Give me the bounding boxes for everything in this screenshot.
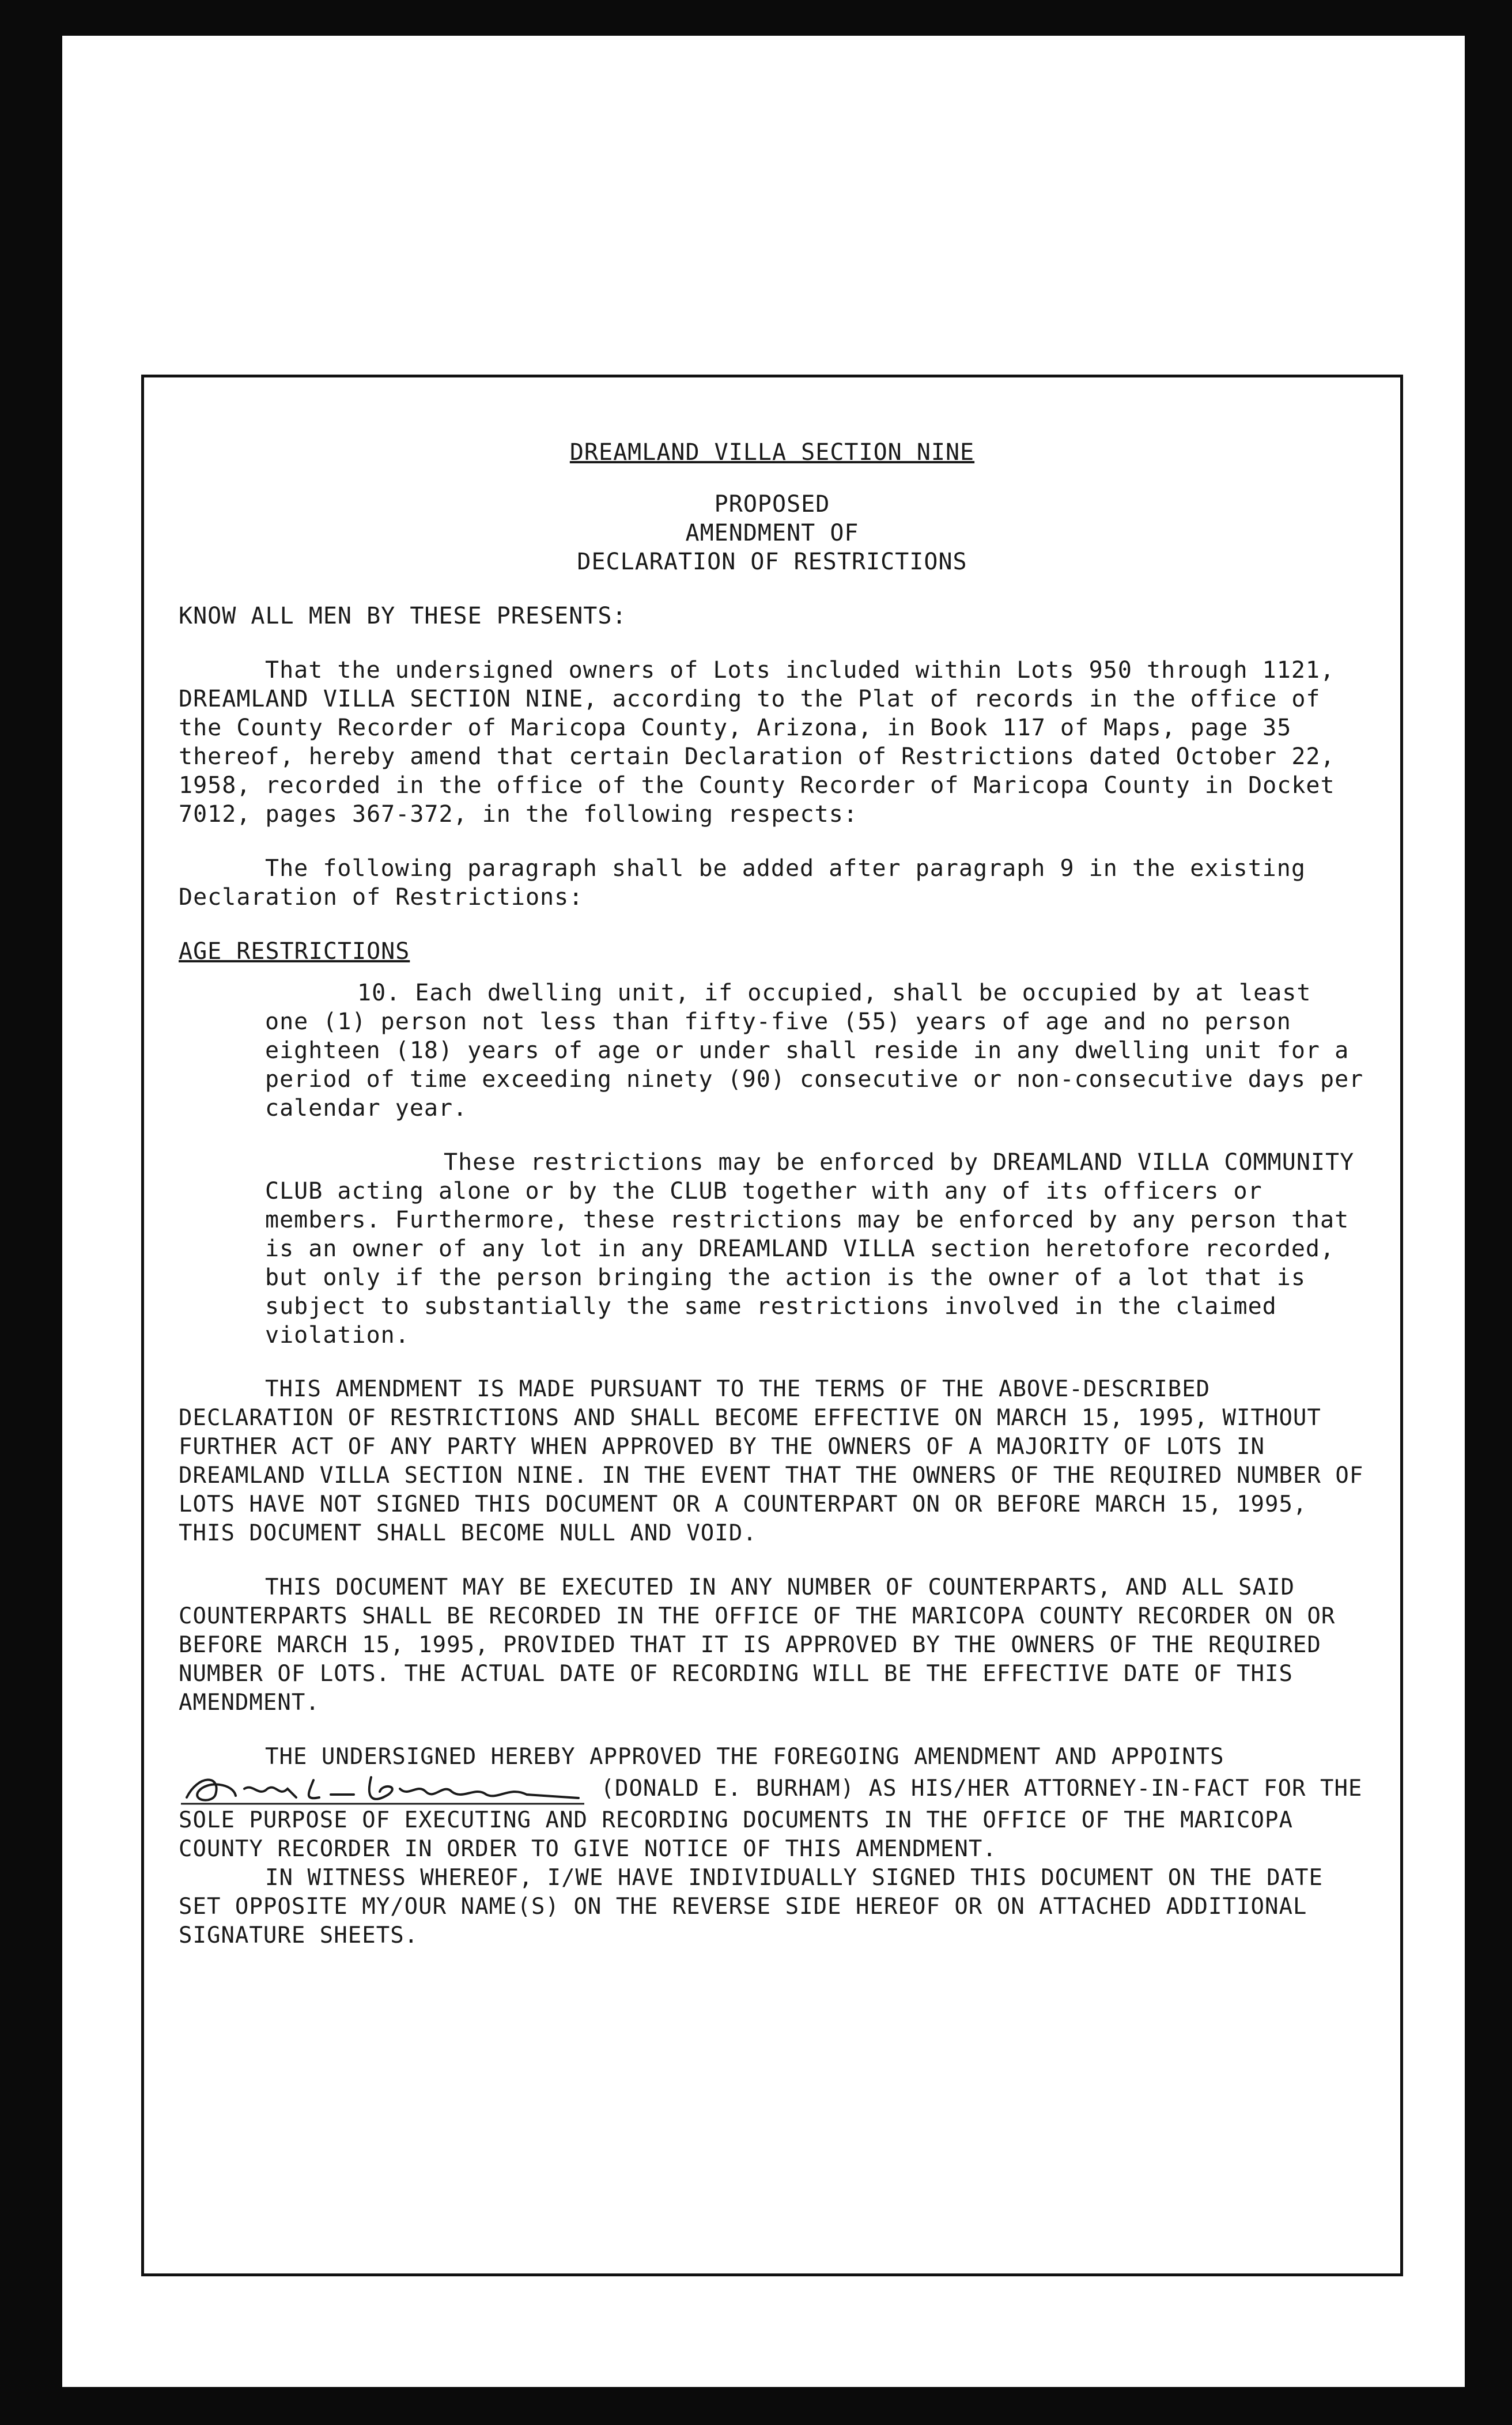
paragraph-witness: IN WITNESS WHEREOF, I/WE HAVE INDIVIDUALLY SIGNED THIS DOCUMENT ON THE DATE SET OPPOSITE MY/OUR NAME(S) ON THE REVERSE SIDE HEREOF OR ON ATTACHED ADDITIONAL SIGNATURE SHEETS. <box>179 1865 1323 1948</box>
paragraph-counterparts: THIS DOCUMENT MAY BE EXECUTED IN ANY NUMBER OF COUNTERPARTS, AND ALL SAID COUNTERPARTS SHALL BE RECORDED IN THE OFFICE OF THE MARICOPA COUNTY RECORDER ON OR BEFORE MARCH 15, 1995, PROVIDED THAT IT IS APPROVED BY THE OWNERS OF THE REQUIRED NUMBER OF LOTS. THE ACTUAL DATE OF RECORDING WILL BE THE EFFECTIVE DATE OF THIS AMENDMENT. <box>179 1574 1336 1716</box>
paragraph-10: 10. Each dwelling unit, if occupied, shall be occupied by at least one (1) person not less than fifty-five (55) years of age and no person eighteen (18) years of age or under shall reside in any dwelling unit for a period of time exceeding ninety (90) consecutive or non-consecutive days per calendar year. <box>265 980 1364 1121</box>
paragraph-appointment <box>179 1743 1366 1864</box>
document-subtitle-3: DECLARATION OF RESTRICTIONS <box>577 549 967 575</box>
document-subtitle-2: AMENDMENT OF <box>685 520 859 546</box>
salutation: KNOW ALL MEN BY THESE PRESENTS: <box>179 603 627 629</box>
document-subtitle-1: PROPOSED <box>714 491 830 518</box>
paragraph-lots: That the undersigned owners of Lots included within Lots 950 through 1121, DREAMLAND VILLA SECTION NINE, according to the Plat of records in the office of the County Recorder of Maricopa County, Arizona, in Book 117 of Maps, page 35 thereof, hereby amend that certain Declaration of Restrictions dated October 22, 1958, recorded in the office of the County Recorder of Maricopa County in Docket 7012, pages 367-372, in the following respects: <box>179 657 1335 828</box>
appointment-text-start: THE UNDERSIGNED HEREBY APPROVED THE FOREGOING AMENDMENT AND APPOINTS <box>265 1744 1224 1770</box>
paragraph-addition: The following paragraph shall be added after paragraph 9 in the existing Declaration of Restrictions: <box>179 855 1306 911</box>
appointment-text-end: (DONALD E. BURHAM) AS HIS/HER ATTORNEY-IN-FACT FOR THE SOLE PURPOSE OF EXECUTING AND RECORDING DOCUMENTS IN THE OFFICE OF THE MARICOPA COUNTY RECORDER IN ORDER TO GIVE NOTICE OF THIS AMENDMENT. <box>179 1776 1363 1862</box>
document-title: DREAMLAND VILLA SECTION NINE <box>569 439 975 466</box>
section-heading: AGE RESTRICTIONS <box>179 938 410 965</box>
document-body <box>179 438 1366 1950</box>
paragraph-enforcement: These restrictions may be enforced by DREAMLAND VILLA COMMUNITY CLUB acting alone or by the CLUB together with any of its officers or members. Furthermore, these restrictions may be enforced by any person that is an owner of any lot in any DREAMLAND VILLA section heretofore recorded, but only if the person bringing the action is the owner of a lot that is subject to substantially the same restrictions involved in the claimed violation. <box>265 1149 1355 1349</box>
paragraph-amendment: THIS AMENDMENT IS MADE PURSUANT TO THE TERMS OF THE ABOVE-DESCRIBED DECLARATION OF RESTRICTIONS AND SHALL BECOME EFFECTIVE ON MARCH 15, 1995, WITHOUT FURTHER ACT OF ANY PARTY WHEN APPROVED BY THE OWNERS OF A MAJORITY OF LOTS IN DREAMLAND VILLA SECTION NINE. IN THE EVENT THAT THE OWNERS OF THE REQUIRED NUMBER OF LOTS HAVE NOT SIGNED THIS DOCUMENT OR A COUNTERPART ON OR BEFORE MARCH 15, 1995, THIS DOCUMENT SHALL BECOME NULL AND VOID. <box>179 1376 1364 1546</box>
handwritten-signature <box>181 1771 584 1806</box>
